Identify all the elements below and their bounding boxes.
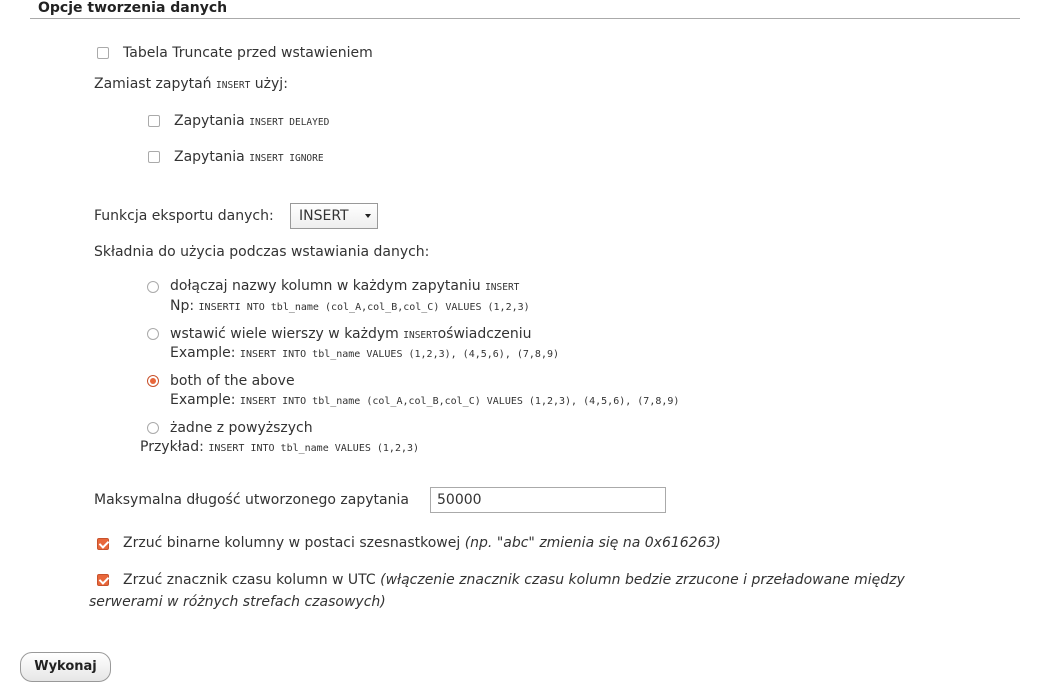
truncate-label: Tabela Truncate przed wstawieniem <box>123 45 373 61</box>
example-label: Przykład: <box>140 439 204 455</box>
dropdown-arrow-icon <box>365 214 371 218</box>
insert-ignore-checkbox[interactable] <box>148 151 160 163</box>
insert-delayed-label <box>174 113 329 129</box>
syntax-option-text: dołączaj nazwy kolumn w każdym zapytaniu <box>170 278 481 294</box>
syntax-radio-column-names[interactable] <box>147 281 159 293</box>
export-function-select[interactable] <box>290 203 378 229</box>
syntax-option-text: wstawić wiele wierszy w każdym <box>170 326 399 342</box>
truncate-checkbox[interactable] <box>97 47 109 59</box>
syntax-option-both-label: both of the above <box>170 373 295 389</box>
instead-label-code: INSERT <box>216 80 251 91</box>
hex-binary-checkbox[interactable] <box>97 538 109 550</box>
legend-divider <box>30 18 1020 19</box>
example-code: INSERT INTO tbl_name VALUES (1,2,3) <box>208 443 420 454</box>
syntax-example-none <box>140 439 419 455</box>
syntax-option-column-names-label <box>170 278 519 294</box>
example-code: INSERT INTO tbl_name VALUES (1,2,3), (4,5,6), (7,8,9) <box>239 349 560 360</box>
syntax-example-extended <box>170 345 559 361</box>
example-code: INSERT INTO tbl_name (col_A,col_B,col_C) VALUES (1,2,3), (4,5,6), (7,8,9) <box>239 396 680 407</box>
insert-delayed-checkbox[interactable] <box>148 115 160 127</box>
example-label: Example: <box>170 345 236 361</box>
syntax-option-code: INSERT <box>485 282 520 293</box>
export-function-label: Funkcja eksportu danych: <box>94 208 274 224</box>
instead-label-suffix: użyj: <box>254 76 288 92</box>
export-function-value: INSERT <box>299 208 349 224</box>
hex-binary-label <box>123 535 721 551</box>
utc-label <box>123 572 905 588</box>
syntax-radio-both[interactable] <box>147 375 159 387</box>
max-query-label: Maksymalna długość utworzonego zapytania <box>94 492 409 508</box>
syntax-example-both <box>170 392 679 408</box>
insert-ignore-label <box>174 149 324 165</box>
insert-delayed-prefix: Zapytania <box>174 113 245 129</box>
example-label: Np: <box>170 298 195 314</box>
utc-text: Zrzuć znacznik czasu kolumn w UTC <box>123 572 376 588</box>
syntax-label: Składnia do użycia podczas wstawiania danych: <box>94 244 430 260</box>
submit-button[interactable]: Wykonaj <box>20 652 111 682</box>
example-label: Example: <box>170 392 236 408</box>
insert-ignore-prefix: Zapytania <box>174 149 245 165</box>
syntax-radio-extended[interactable] <box>147 328 159 340</box>
syntax-example-column-names <box>170 298 530 314</box>
syntax-option-none-label: żadne z powyższych <box>170 420 313 436</box>
hex-binary-text: Zrzuć binarne kolumny w postaci szesnastkowej <box>123 535 461 551</box>
syntax-option-text-suffix: oświadczeniu <box>437 326 532 342</box>
utc-note-line2: serwerami w różnych strefach czasowych) <box>89 594 386 610</box>
syntax-option-code: INSERT <box>403 330 438 341</box>
utc-checkbox[interactable] <box>97 574 109 586</box>
instead-label <box>94 76 288 92</box>
hex-binary-note: (np. "abc" zmienia się na 0x616263) <box>464 535 721 551</box>
insert-delayed-code: INSERT DELAYED <box>249 117 330 128</box>
syntax-option-extended-label <box>170 326 532 342</box>
insert-ignore-code: INSERT IGNORE <box>249 153 324 164</box>
example-code: INSERTI NTO tbl_name (col_A,col_B,col_C) VALUES (1,2,3) <box>198 302 530 313</box>
fieldset-legend: Opcje tworzenia danych <box>38 0 228 16</box>
instead-label-prefix: Zamiast zapytań <box>94 76 212 92</box>
syntax-radio-none[interactable] <box>147 422 159 434</box>
max-query-input[interactable] <box>430 487 666 513</box>
utc-note-line1: (włączenie znacznik czasu kolumn bedzie zrzucone i przeładowane między <box>380 572 905 588</box>
